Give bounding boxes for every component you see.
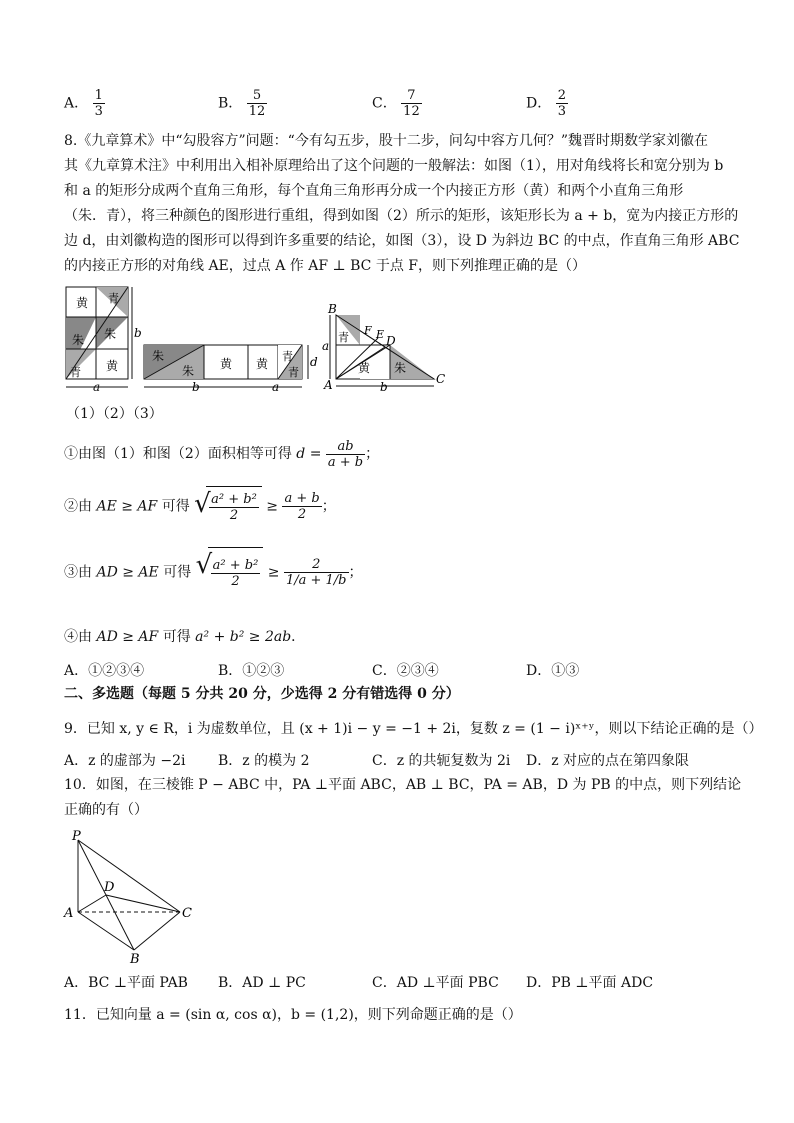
q8-item-3: ③由 AD ≥ AE 可得 √ $\frac{\text{a² + b²}}{2}$ ≥ $\frac{2}{1/a + 1/b}$ ；	[64, 547, 363, 598]
q8-line-6: 的内接正方形的对角线 AE，过点 A 作 AF ⊥ BC 于点 F，则下列推理正确的是（）	[64, 258, 587, 274]
label-zhu: 朱	[72, 333, 85, 347]
figure-1	[66, 287, 142, 394]
label-C: C	[182, 906, 192, 921]
frac-num: a² + b²	[212, 557, 259, 573]
frac-den: 2	[297, 507, 307, 522]
figure-2	[144, 345, 318, 394]
item-text: 可得	[161, 498, 190, 515]
q9-stem: 9．已知 x, y ∈ R，i 为虚数单位，且 (x + 1)i − y = −1 + 2i，复数 z = (1 − i)ˣ⁺ʸ，则以下结论正确的是（）	[64, 721, 763, 737]
q8-fig-caption: （1）（2）（3）	[66, 406, 163, 422]
label-B: B	[328, 302, 337, 316]
item-expression: a² + b² ≥ 2ab	[195, 629, 292, 645]
label-a: a	[272, 380, 280, 394]
label-E: E	[376, 328, 385, 341]
frac-den: 3	[557, 104, 566, 119]
item-text: ②由	[64, 498, 92, 515]
frac-den-term: 1/a	[285, 573, 307, 588]
frac-num: 7	[401, 88, 422, 104]
q9-option-b: B．z 的模为 2	[218, 753, 310, 769]
label-qing: 青	[282, 350, 293, 363]
label-D: D	[104, 880, 115, 895]
q10-pyramid-figure	[60, 826, 200, 966]
label-A: A	[324, 378, 333, 392]
item-text: ④由	[64, 629, 92, 645]
label-C: C	[436, 372, 446, 386]
q8-line-1: 8.《九章算术》中“勾股容方”问题：“今有勾五步，股十二步，问勾中容方几何？”魏晋时期数学家刘徽在	[64, 133, 708, 149]
figure-3	[322, 302, 445, 394]
q9-option-d: D．z 对应的点在第四象限	[526, 753, 690, 769]
label-qing: 青	[108, 292, 119, 305]
frac-den: a + b	[327, 454, 364, 470]
frac-den: 12	[248, 104, 266, 119]
option-letter: C．	[372, 95, 397, 112]
frac-den: 3	[94, 104, 103, 119]
q10-line-2: 正确的有（）	[64, 802, 148, 818]
item-text: 可得	[162, 629, 191, 645]
frac-num: a² + b²	[211, 491, 257, 507]
item-lhs: d =	[296, 446, 322, 462]
period: ．	[291, 629, 306, 645]
label-zhu: 朱	[152, 349, 165, 363]
q7-option-c	[372, 88, 422, 119]
q7-option-d	[526, 88, 568, 119]
label-D: D	[386, 334, 396, 348]
frac-den: 2	[231, 573, 240, 589]
q10-line-1: 10．如图，在三棱锥 P − ABC 中，PA ⊥平面 ABC，AB ⊥ BC，PA = AB，D 为 PB 的中点，则下列结论	[64, 777, 742, 793]
relation: ≥	[266, 498, 278, 515]
label-A: A	[64, 906, 74, 921]
q8-item-2	[64, 486, 336, 527]
q10-option-c: C．AD ⊥平面 PBC	[372, 975, 499, 991]
q10-option-d: D．PB ⊥平面 ADC	[526, 975, 654, 991]
item-text: ①由图（1）和图（2）面积相等可得	[64, 446, 292, 462]
q7-option-b	[218, 88, 267, 119]
label-qing: 青	[338, 331, 349, 344]
q9-option-c: C．z 的共轭复数为 2i	[372, 753, 511, 769]
q8-item-1	[64, 437, 379, 471]
label-huang: 黄	[358, 361, 371, 375]
label-d: d	[310, 355, 318, 369]
frac-num: a + b	[284, 491, 320, 506]
q8-line-3: 和 a 的矩形分成两个直角三角形，每个直角三角形再分成一个内接正方形（黄）和两个小直角三角形	[64, 183, 684, 199]
q8-option-d: D．①③	[526, 663, 580, 679]
frac-num: 5	[247, 88, 268, 104]
semicolon: ；	[365, 446, 380, 462]
sqrt: √ $\frac{\text{a² + b²}}{2}$	[194, 486, 262, 527]
section-2-title: 二、多选题（每题 5 分共 20 分，少选得 2 分有错选得 0 分）	[64, 686, 460, 702]
label-huang: 黄	[76, 296, 89, 310]
q8-figures	[60, 282, 460, 400]
semicolon: ；	[321, 498, 336, 515]
q8-option-b: B．①②③	[218, 663, 285, 679]
q8-option-c: C．②③④	[372, 663, 439, 679]
q7-option-a	[64, 88, 105, 119]
frac-num: 2	[284, 557, 349, 573]
option-letter: D．	[526, 95, 552, 112]
option-letter: B．	[218, 95, 243, 112]
frac-den: 12	[403, 104, 420, 119]
label-huang: 黄	[106, 359, 119, 373]
q10-option-a: A．BC ⊥平面 PAB	[64, 975, 188, 991]
label-P: P	[72, 829, 81, 844]
frac-den: 2	[229, 507, 239, 523]
frac-num: 1	[94, 88, 103, 103]
q9-option-a: A．z 的虚部为 −2i	[64, 753, 186, 769]
q10-option-b: B．AD ⊥ PC	[218, 975, 306, 991]
relation: ≥	[267, 564, 280, 581]
label-zhu: 朱	[104, 327, 117, 341]
label-huang: 黄	[256, 357, 269, 371]
label-a: a	[322, 339, 330, 353]
label-a: a	[93, 380, 101, 394]
label-F: F	[364, 324, 372, 337]
label-qing: 青	[288, 366, 299, 379]
item-condition: AD ≥ AE	[96, 564, 159, 581]
item-text: 可得	[163, 564, 192, 581]
frac-num: 2	[557, 88, 566, 103]
sqrt: √ $\frac{\text{a² + b²}}{2}$	[196, 547, 264, 598]
item-condition: AD ≥ AF	[96, 629, 159, 645]
label-zhu: 朱	[394, 361, 407, 375]
q8-option-a: A．①②③④	[64, 663, 145, 679]
q11-stem: 11．已知向量 a = (sin α, cos α)，b = (1,2)，则下列命题正确的是（）	[64, 1007, 522, 1023]
label-b: b	[380, 380, 388, 394]
q8-item-4	[64, 627, 305, 647]
label-zhu: 朱	[182, 364, 195, 378]
frac-num: ab	[326, 439, 365, 455]
option-letter: A．	[64, 95, 89, 112]
q8-line-4: （朱．青），将三种颜色的图形进行重组，得到如图（2）所示的矩形，该矩形长为 a + b，宽为内接正方形的	[64, 208, 739, 224]
item-condition: AE ≥ AF	[96, 498, 158, 515]
label-b: b	[192, 380, 200, 394]
label-B: B	[130, 952, 140, 966]
q8-line-2: 其《九章算术注》中利用出入相补原理给出了这个问题的一般解法：如图（1），用对角线将长和宽分别为 b	[64, 158, 724, 174]
item-text: ③由	[64, 564, 92, 581]
q8-line-5: 边 d，由刘徽构造的图形可以得到许多重要的结论，如图（3），设 D 为斜边 BC 的中点，作直角三角形 ABC	[64, 233, 740, 249]
semicolon: ；	[348, 564, 363, 581]
label-huang: 黄	[220, 357, 233, 371]
label-b: b	[134, 326, 142, 340]
frac-den-term: 1/b	[325, 573, 347, 588]
label-qing: 青	[70, 366, 81, 379]
